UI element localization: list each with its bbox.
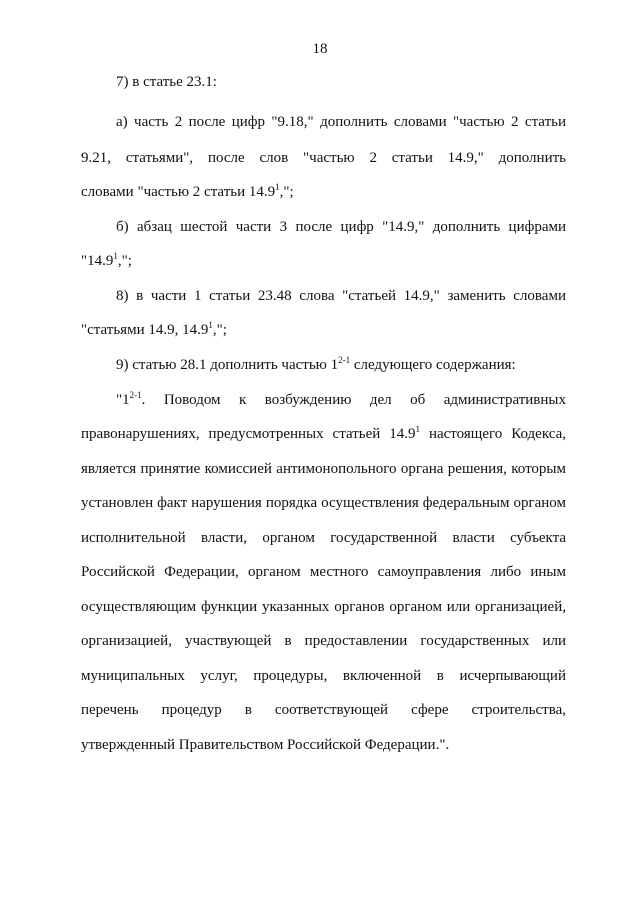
line-text: "14.9	[81, 253, 114, 269]
line-text-tail: настоящего Кодекса,	[420, 426, 566, 442]
paragraph-line	[116, 391, 566, 409]
line-text: 7) в статье 23.1:	[116, 74, 217, 90]
paragraph-line	[81, 252, 132, 270]
line-text-tail: следующего содержания:	[350, 357, 516, 373]
line-text-tail: ,";	[117, 253, 132, 269]
superscript-index: 1	[208, 320, 213, 330]
item-9-heading	[116, 356, 516, 374]
line-text: перечень процедур в соответствующей сфере строительства,	[81, 702, 566, 718]
paragraph-line	[81, 701, 566, 719]
item-7-heading	[116, 73, 217, 91]
line-text: установлен факт нарушения порядка осуществления федеральным органом	[81, 495, 566, 511]
line-text: 9) статью 28.1 дополнить частью 1	[116, 357, 339, 373]
line-text: 8) в части 1 статьи 23.48 слова "статьей 14.9," заменить словами	[116, 288, 566, 304]
superscript-index: 1	[113, 251, 118, 261]
paragraph-line	[81, 563, 566, 581]
paragraph-line	[81, 529, 566, 547]
paragraph-line	[81, 321, 227, 339]
paragraph-line	[81, 149, 566, 167]
paragraph-line	[81, 736, 449, 754]
line-text: является принятие комиссией антимонопольного органа решения, которым	[81, 461, 566, 477]
line-text: а) часть 2 после цифр "9.18," дополнить словами "частью 2 статьи	[116, 114, 566, 130]
line-text: осуществляющим функции указанных органов органом или организацией,	[81, 599, 566, 615]
superscript-index: 1	[275, 182, 280, 192]
paragraph-line	[81, 494, 566, 512]
line-text: 9.21, статьями", после слов "частью 2 статьи 14.9," дополнить	[81, 150, 566, 166]
line-text: муниципальных услуг, процедуры, включенной в исчерпывающий	[81, 668, 566, 684]
line-text-tail: ,";	[212, 322, 227, 338]
superscript-index: 1	[415, 424, 421, 434]
line-text: "1	[116, 392, 130, 408]
line-text: исполнительной власти, органом государственной власти субъекта	[81, 530, 566, 546]
paragraph-line	[81, 425, 566, 443]
paragraph-line	[116, 113, 566, 131]
paragraph-line	[81, 598, 566, 616]
line-text: словами "частью 2 статьи 14.9	[81, 184, 276, 200]
superscript-index: 2-1	[338, 355, 351, 365]
line-text: Российской Федерации, органом местного самоуправления либо иным	[81, 564, 566, 580]
paragraph-line	[81, 632, 566, 650]
page-number: 18	[312, 41, 328, 57]
line-text-tail: . Поводом к возбуждению дел об административных	[141, 392, 566, 408]
paragraph-line	[116, 218, 566, 236]
line-text: б) абзац шестой части 3 после цифр "14.9," дополнить цифрами	[116, 219, 566, 235]
line-text: утвержденный Правительством Российской Федерации.".	[81, 737, 450, 753]
paragraph-line	[81, 667, 566, 685]
paragraph-line	[81, 183, 294, 201]
paragraph-line	[116, 287, 566, 305]
line-text: правонарушениях, предусмотренных статьей 14.9	[81, 426, 416, 442]
line-text: "статьями 14.9, 14.9	[81, 322, 209, 338]
paragraph-line	[81, 460, 566, 478]
line-text: организацией, участвующей в предоставлении государственных или	[81, 633, 566, 649]
line-text-tail: ,";	[279, 184, 294, 200]
superscript-index: 2-1	[129, 390, 142, 400]
